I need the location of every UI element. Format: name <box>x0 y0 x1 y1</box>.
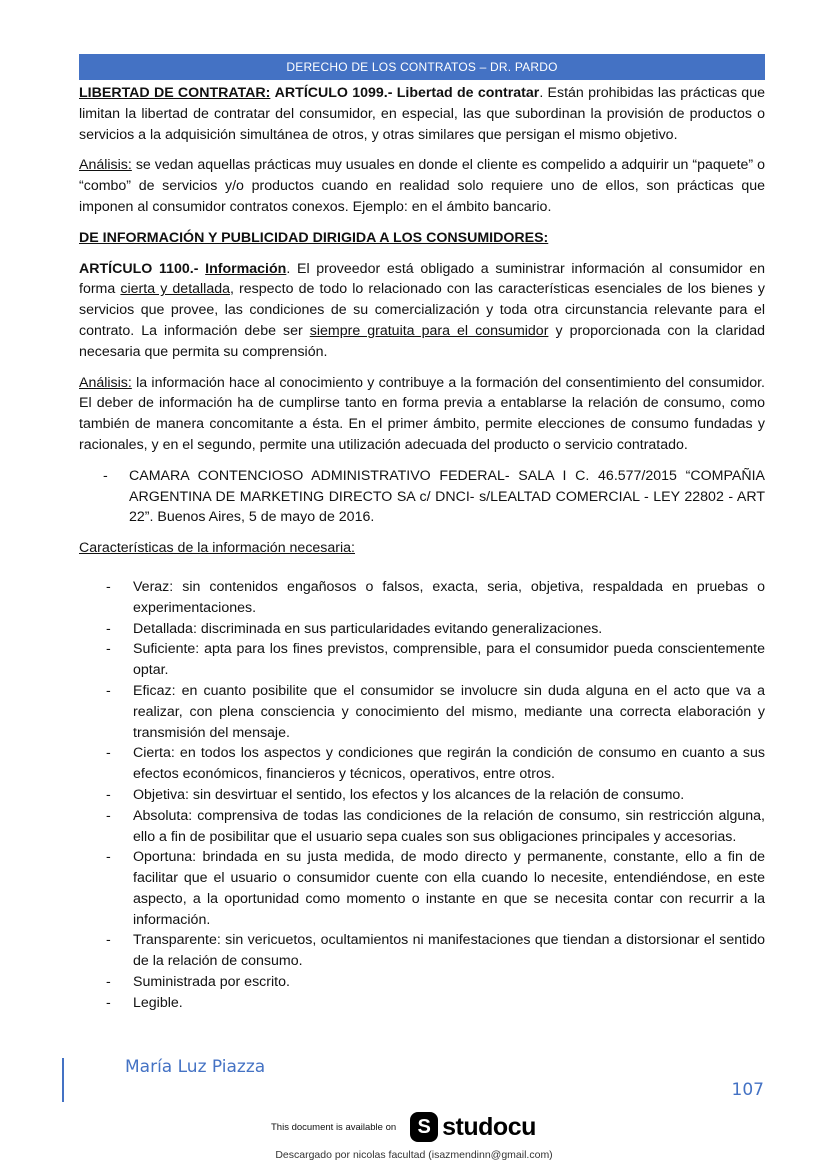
case-citation <box>79 466 765 528</box>
libertad-paragraph <box>79 83 765 145</box>
case-text: CAMARA CONTENCIOSO ADMINISTRATIVO FEDERAL- SALA I C. 46.577/2015 “COMPAÑIA ARGENTINA DE MARKETING DIRECTO SA c/ DNCI- s/LEALTAD COMERCIAL - LEY 22802 - ART 22”. Buenos Aires, 5 de mayo de 2016. <box>129 467 765 526</box>
libertad-heading: LIBERTAD DE CONTRATAR: <box>79 85 271 101</box>
analisis-1-label: Análisis: <box>79 157 132 174</box>
author-accent-bar <box>62 1058 64 1102</box>
list-item <box>79 930 765 972</box>
list-dash: - <box>106 786 111 803</box>
studocu-logo-text: studocu <box>442 1112 536 1141</box>
list-dash: - <box>106 974 111 991</box>
list-item <box>79 993 765 1014</box>
page-content <box>79 83 765 1014</box>
analisis-1-paragraph <box>79 155 765 217</box>
list-item-text: Legible. <box>133 994 183 1011</box>
list-dash: - <box>106 620 111 637</box>
analisis-2-text: la información hace al conocimiento y contribuye a la formación del consentimiento del consumidor. El deber de información ha de cumplirse tanto en forma previa a entablarse la relación de consumo, como también de manera concomitante a ésta. En el primer ámbito, permite elecciones de consumo fundadas y racionales, y en el segundo, permite una utilización adecuada del producto o servicio contratado. <box>79 374 765 453</box>
list-dash: - <box>106 745 111 762</box>
list-dash: - <box>106 682 111 699</box>
list-dash: - <box>106 578 111 595</box>
list-item <box>79 639 765 681</box>
list-item <box>79 847 765 930</box>
list-item-text: Absoluta: comprensiva de todas las condiciones de la relación de consumo, sin restricción alguna, ello a fin de posibilitar que el usuario sepa cuales son sus obligaciones principales y accesorias. <box>133 807 765 845</box>
studocu-logo-icon: S <box>410 1112 438 1142</box>
list-dash: - <box>106 994 111 1011</box>
author-name: María Luz Piazza <box>125 1057 266 1077</box>
list-dash: - <box>106 932 111 949</box>
list-item <box>79 619 765 640</box>
page-number: 107 <box>731 1080 764 1100</box>
section-title <box>79 228 765 249</box>
analisis-1-text: se vedan aquellas prácticas muy usuales en donde el cliente es compelido a adquirir un “paquete” o “combo” de servicios y/o productos cuando en realidad solo requiere uno de ellos, son prácticas que imponen al consumidor contratos conexos. Ejemplo: en el ámbito bancario. <box>79 157 765 215</box>
header-title: DERECHO DE LOS CONTRATOS – DR. PARDO <box>286 60 558 74</box>
article-1100-paragraph <box>79 259 765 363</box>
list-item-text: Oportuna: brindada en su justa medida, de modo directo y permanente, constante, ello a fin de facilitar que el usuario o consumidor cuente con ella cuando lo necesite, entendiéndose, en este aspecto, a la oportunidad como momento o instante en que se necesita contar con recurrir a la información. <box>133 849 765 928</box>
list-item-text: Veraz: sin contenidos engañosos o falsos, exacta, seria, objetiva, respaldada en pruebas o experimentaciones. <box>133 578 765 616</box>
list-item-text: Suministrada por escrito. <box>133 974 290 991</box>
list-item <box>79 743 765 785</box>
caracteristicas-title <box>79 538 765 559</box>
list-dash: - <box>106 641 111 658</box>
list-item-text: Objetiva: sin desvirtuar el sentido, los efectos y los alcances de la relación de consumo. <box>133 786 685 803</box>
article-1100-underline-2: siempre gratuita para el consumidor <box>309 322 549 339</box>
article-1100-number: ARTÍCULO 1100.- <box>79 260 199 277</box>
download-notice: Descargado por nicolas facultad (isazmendinn@gmail.com) <box>275 1149 553 1161</box>
list-item <box>79 972 765 993</box>
libertad-text: . Están prohibidas las prácticas que limitan la libertad de contratar del consumidor, en especial, las que subordinan la provisión de productos o servicios a la adquisición simultánea de otros, y otras similares que persigan el mismo objetivo. <box>79 85 765 143</box>
case-dash: - <box>103 467 108 484</box>
article-1100-text-2: , respecto de todo lo relacionado con las características esenciales de los bienes y servicios que provee, las condiciones de su comercialización y toda otra circunstancia relevante para el contrato. La información debe ser <box>79 281 765 339</box>
article-1100-text-3: y proporcionada con la claridad necesaria que permita su comprensión. <box>79 322 765 360</box>
list-dash: - <box>106 807 111 824</box>
analisis-2-paragraph <box>79 373 765 456</box>
list-item <box>79 785 765 806</box>
article-1100-text-1: . El proveedor está obligado a suministrar información al consumidor en forma <box>79 260 765 298</box>
libertad-article: ARTÍCULO 1099.- Libertad de contratar <box>274 85 540 101</box>
list-item <box>79 577 765 619</box>
article-1100-title: Información <box>205 260 287 277</box>
list-item-text: Detallada: discriminada en sus particularidades evitando generalizaciones. <box>133 620 603 637</box>
list-item-text: Eficaz: en cuanto posibilite que el consumidor se involucre sin duda alguna en el acto que va a realizar, con plena consciencia y conocimiento del mismo, mediante una correcta elaboración y transmisión del mensaje. <box>133 682 765 741</box>
list-item-text: Cierta: en todos los aspectos y condiciones que regirán la condición de consumo en cuanto a sus efectos económicos, financieros y técnicos, operativos, entre otros. <box>133 745 765 783</box>
list-item <box>79 806 765 848</box>
section-title-text: DE INFORMACIÓN Y PUBLICIDAD DIRIGIDA A LOS CONSUMIDORES: <box>79 229 549 246</box>
article-1100-underline-1: cierta y detallada <box>120 281 230 298</box>
list-item <box>79 681 765 743</box>
document-header <box>79 54 765 80</box>
caracteristicas-title-text: Características de la información necesaria: <box>79 540 355 557</box>
available-on-text: This document is available on <box>271 1121 397 1133</box>
list-item-text: Suficiente: apta para los fines previstos, comprensible, para el consumidor pueda conscientemente optar. <box>133 641 765 679</box>
caracteristicas-list <box>79 577 765 1014</box>
list-item-text: Transparente: sin vericuetos, ocultamientos ni manifestaciones que tiendan a distorsionar el sentido de la relación de consumo. <box>133 932 765 970</box>
list-dash: - <box>106 849 111 866</box>
studocu-banner[interactable] <box>271 1112 536 1142</box>
analisis-2-label: Análisis: <box>79 374 132 391</box>
